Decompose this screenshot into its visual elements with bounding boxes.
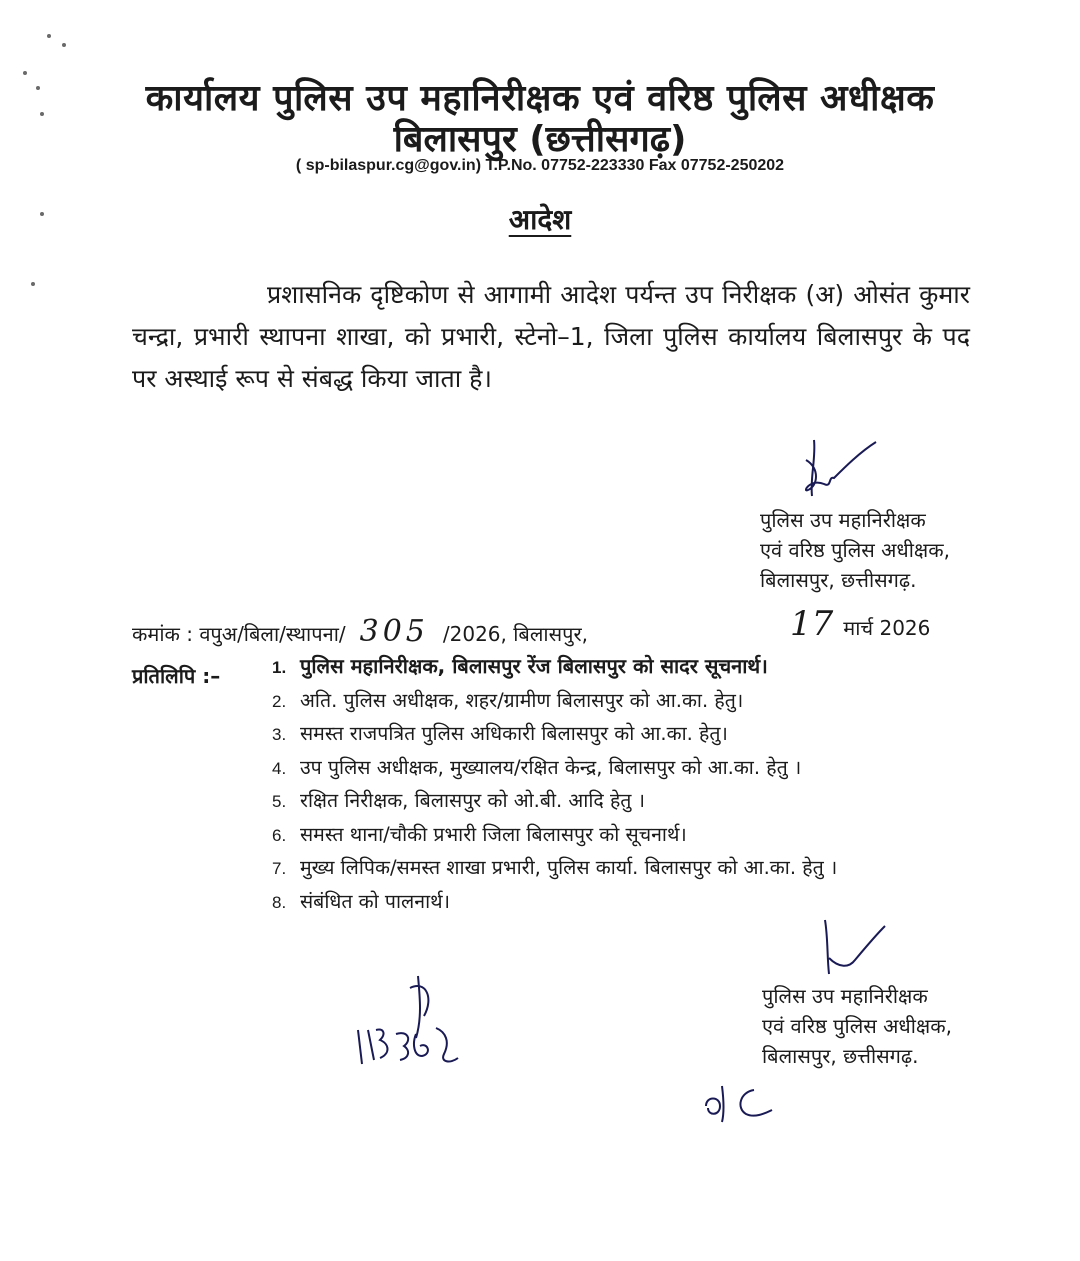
date-month-year: मार्च 2026 bbox=[843, 616, 931, 640]
reference-suffix: /2026, बिलासपुर, bbox=[442, 622, 588, 646]
date-handwritten-day: 17 bbox=[790, 604, 834, 644]
office-city: बिलासपुर (छत्तीसगढ़) bbox=[393, 119, 687, 160]
copy-list bbox=[272, 650, 1032, 918]
scan-speck bbox=[47, 34, 51, 38]
signatory-designation: पुलिस उप महानिरीक्षक bbox=[762, 984, 928, 1008]
signatory-designation: पुलिस उप महानिरीक्षक bbox=[760, 508, 926, 532]
signature-block-2 bbox=[762, 981, 952, 1071]
order-title: आदेश bbox=[508, 203, 572, 236]
order-body: प्रशासनिक दृष्टिकोण से आगामी आदेश पर्यन्त उप निरीक्षक (अ) ओसंत कुमार चन्द्रा, प्रभारी स्थापना शाखा, को प्रभारी, स्टेनो–1, जिला पुलिस कार्यालय बिलासपुर के पद पर अस्थाई रूप से संबद्ध किया जाता है। bbox=[132, 280, 970, 393]
scan-speck bbox=[31, 282, 35, 286]
signature-scribble bbox=[800, 438, 890, 503]
contact-line: ( sp-bilaspur.cg@gov.in) T.P.No. 07752-223330 Fax 07752-250202 bbox=[295, 157, 785, 174]
order-title-wrap bbox=[0, 200, 1080, 238]
list-item: 4. उप पुलिस अधीक्षक, मुख्यालय/रक्षित केन्द्र, बिलासपुर को आ.का. हेतु । bbox=[272, 755, 802, 779]
list-item: 1. पुलिस महानिरीक्षक, बिलासपुर रेंज बिलासपुर को सादर सूचनार्थ। bbox=[272, 654, 768, 678]
signature-scribble bbox=[815, 918, 895, 978]
list-item: 5. रक्षित निरीक्षक, बिलासपुर को ओ.बी. आदि हेतु । bbox=[272, 789, 646, 812]
signatory-designation: एवं वरिष्ठ पुलिस अधीक्षक, bbox=[762, 1014, 952, 1038]
list-item: 6. समस्त थाना/चौकी प्रभारी जिला बिलासपुर को सूचनार्थ। bbox=[272, 822, 687, 846]
handwritten-initials-date bbox=[350, 968, 480, 1078]
signatory-location: बिलासपुर, छत्तीसगढ़. bbox=[760, 568, 917, 592]
scan-speck bbox=[62, 43, 66, 47]
signatory-location: बिलासपुर, छत्तीसगढ़. bbox=[762, 1044, 919, 1068]
order-date bbox=[790, 604, 930, 644]
reference-prefix: कमांक : वपुअ/बिला/स्थापना/ bbox=[132, 622, 346, 646]
list-item: 2. अति. पुलिस अधीक्षक, शहर/ग्रामीण बिलासपुर को आ.का. हेतु। bbox=[272, 688, 744, 712]
list-item: 7. मुख्य लिपिक/समस्त शाखा प्रभारी, पुलिस कार्या. बिलासपुर को आ.का. हेतु । bbox=[272, 856, 838, 879]
list-item: 8. संबंधित को पालनार्थ। bbox=[272, 889, 450, 913]
signature-block-1 bbox=[760, 505, 950, 595]
copy-label: प्रतिलिपि :– bbox=[132, 664, 221, 688]
signatory-designation: एवं वरिष्ठ पुलिस अधीक्षक, bbox=[760, 538, 950, 562]
office-title: कार्यालय पुलिस उप महानिरीक्षक एवं वरिष्ठ पुलिस अधीक्षक bbox=[145, 78, 935, 119]
reference-number bbox=[132, 614, 588, 649]
list-item: 3. समस्त राजपत्रित पुलिस अधिकारी बिलासपुर को आ.का. हेतु। bbox=[272, 722, 728, 745]
reference-handwritten-number: 305 bbox=[359, 614, 429, 649]
handwritten-mark bbox=[700, 1078, 780, 1128]
